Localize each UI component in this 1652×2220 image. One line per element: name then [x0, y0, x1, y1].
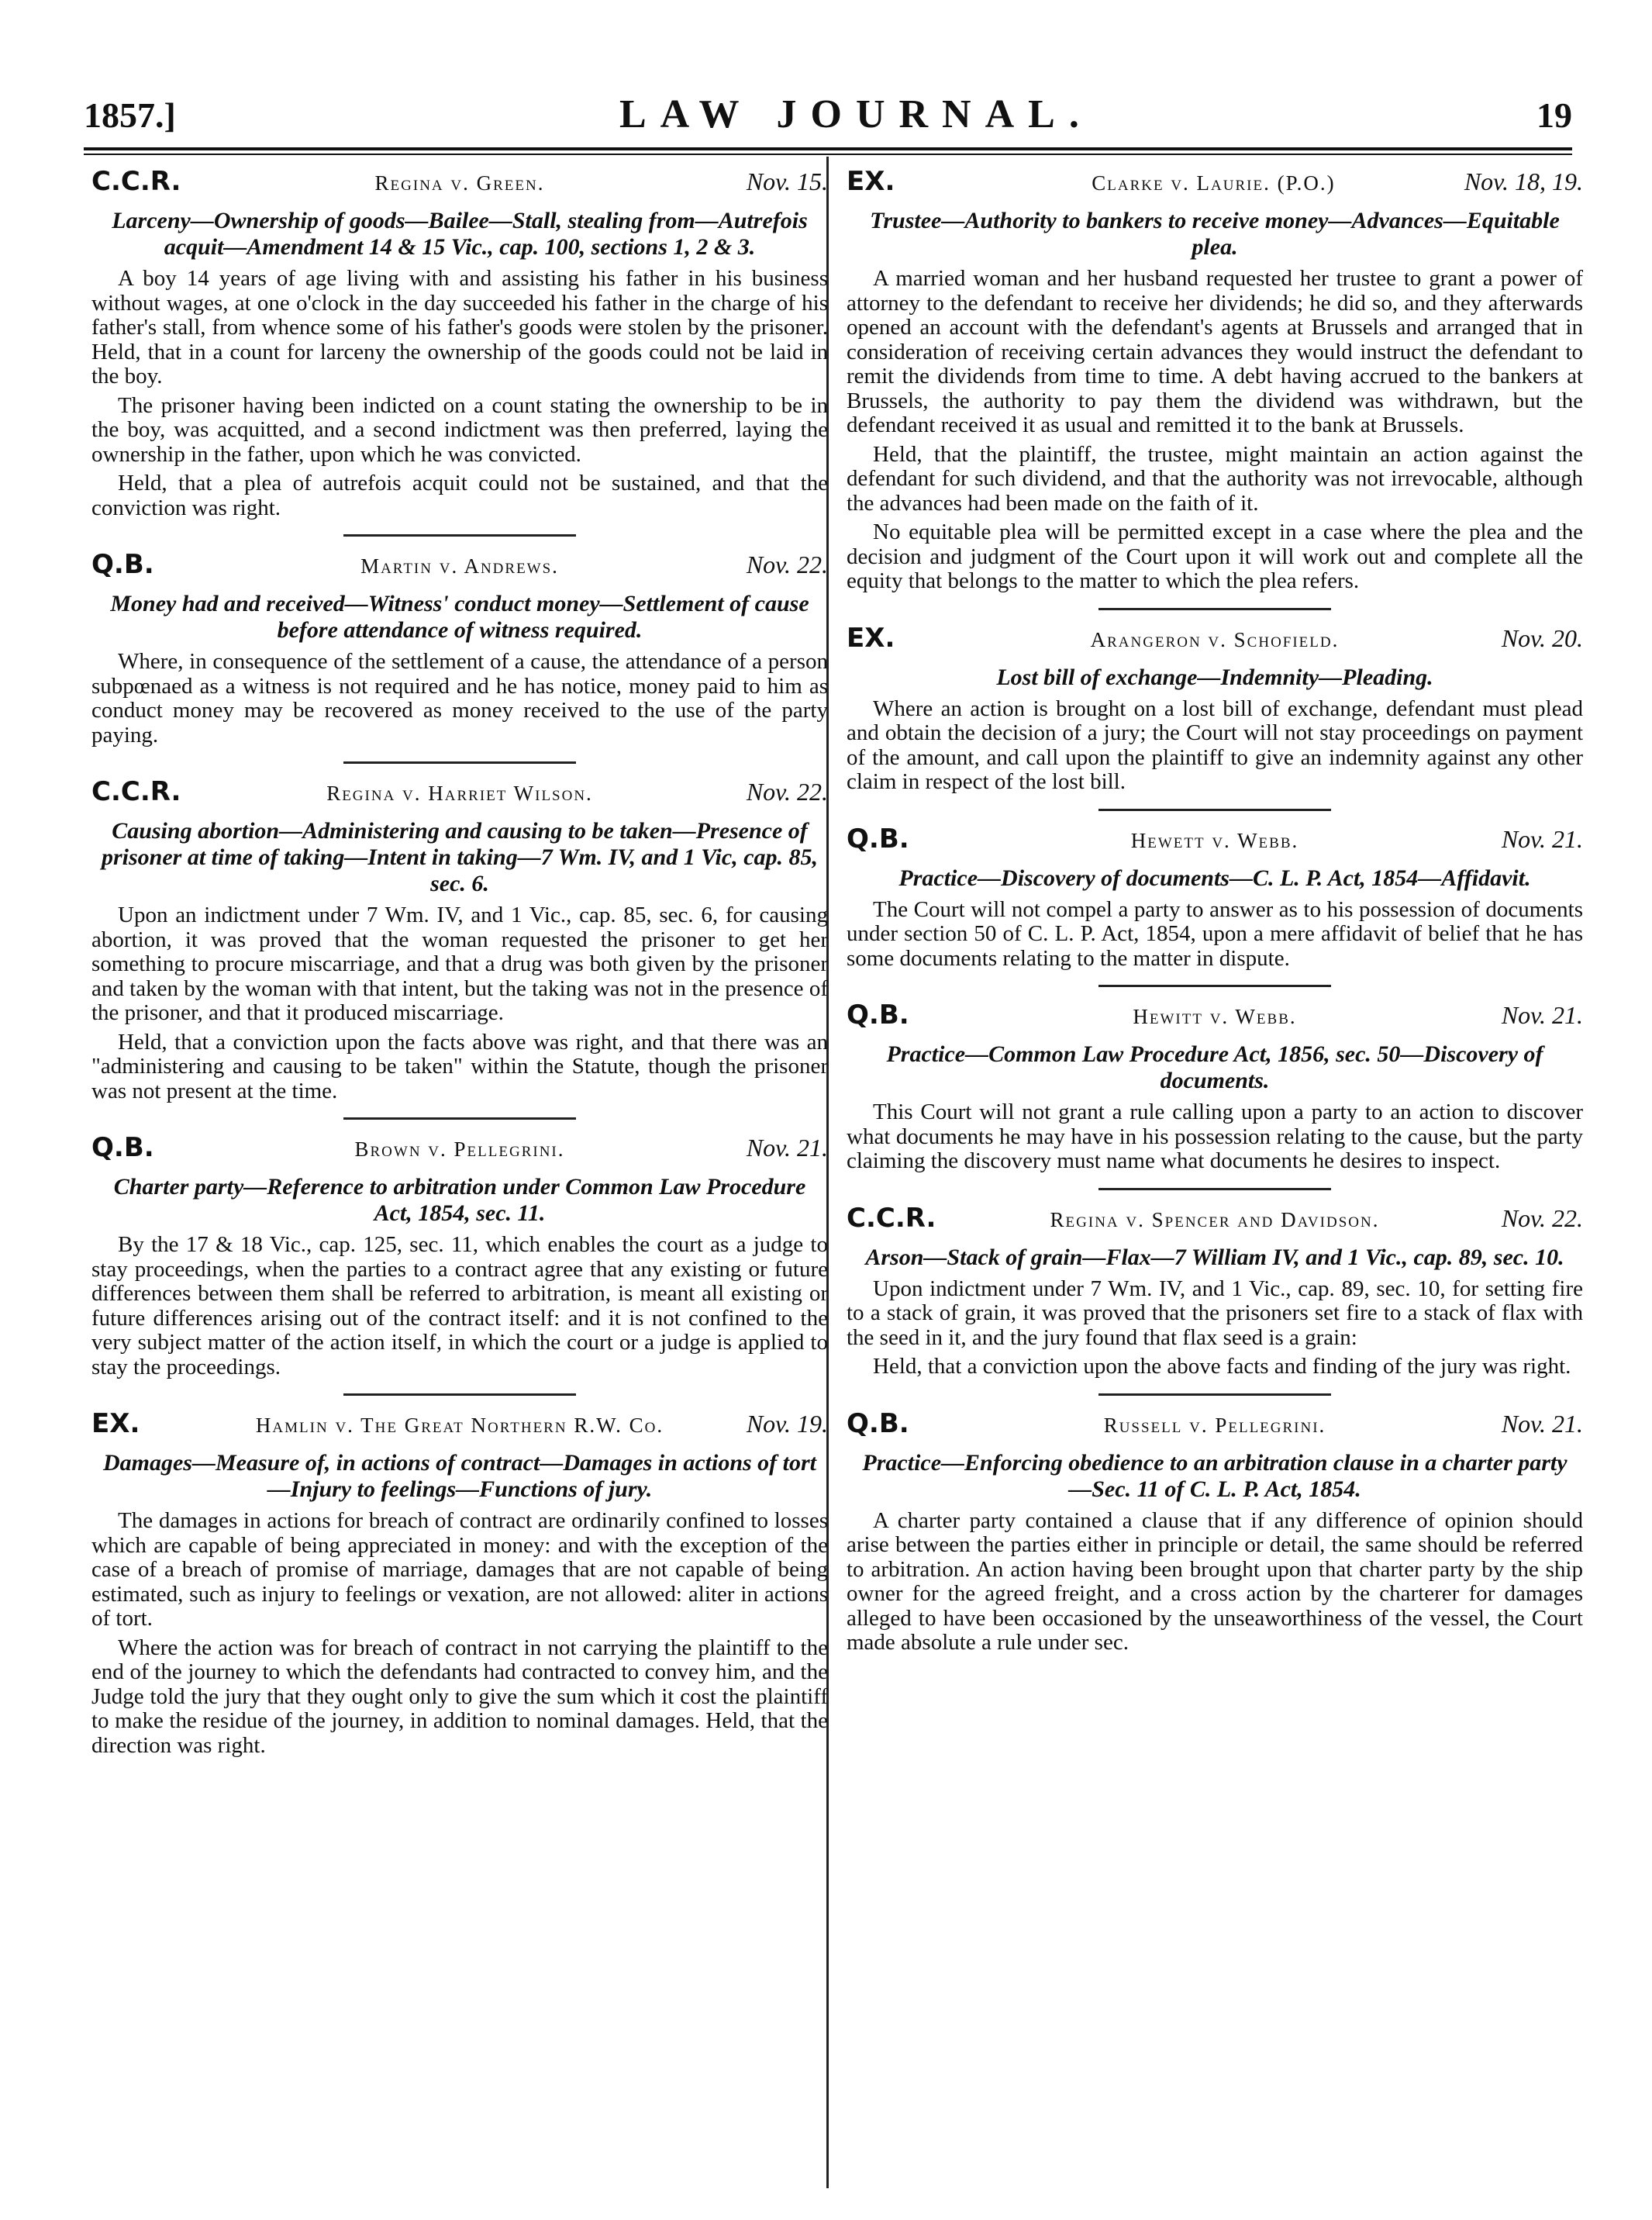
case-report	[847, 623, 1583, 795]
case-divider	[343, 1117, 576, 1120]
case-date: Nov. 15.	[746, 167, 828, 195]
case-divider	[1098, 809, 1331, 811]
case-headnote: Money had and received—Witness' conduct money—Settlement of cause before attendance of witness required.	[110, 591, 809, 643]
case-headnote: Damages—Measure of, in actions of contract—Damages in actions of tort—Injury to feelings—Functions of jury.	[102, 1450, 817, 1502]
case-parties: Brown v. Pellegrini.	[354, 1138, 565, 1161]
header-rule-thin	[84, 154, 1572, 155]
case-divider	[343, 1393, 576, 1396]
case-date: Nov. 20.	[1501, 623, 1583, 652]
case-body	[847, 1509, 1583, 1656]
case-body	[847, 267, 1583, 594]
case-paragraph: The damages in actions for breach of contract are ordinarily confined to losses which are capable of being appreciated in money: and with the exception of the case of a breach of promise of marriage, damages that are not capable of being estimated, such as injury to feelings or vexation, are not allowed: aliter in actions of tort.	[91, 1508, 828, 1631]
case-heading	[847, 166, 1583, 206]
case-headnote: Arson—Stack of grain—Flax—7 William IV, and 1 Vic., cap. 89, sec. 10.	[865, 1244, 1564, 1270]
case-heading	[847, 823, 1583, 864]
case-headnote: Practice—Enforcing obedience to an arbitration clause in a charter party—Sec. 11 of C. L. P. Act, 1854.	[862, 1449, 1568, 1502]
case-divider	[343, 761, 576, 764]
case-body	[847, 898, 1583, 972]
case-body	[91, 1509, 828, 1758]
right-column	[847, 160, 1583, 1660]
court-abbreviation: Q.B.	[847, 1000, 909, 1031]
case-paragraph: Upon an indictment under 7 Wm. IV, and 1 Vic., cap. 85, sec. 6, for causing abortion, it was proved that the woman requested the prisoner to get her something to procure miscarriage, and that a drug was both given by the prisoner and taken by the woman with that intent, but the taking was not in the presence of the prisoner, and that it produced miscarriage.	[91, 903, 828, 1025]
case-heading	[847, 1203, 1583, 1243]
case-parties: Regina v. Spencer and Davidson.	[1050, 1207, 1380, 1231]
case-date: Nov. 18, 19.	[1464, 167, 1583, 195]
case-body	[91, 650, 828, 747]
case-parties: Russell v. Pellegrini.	[1103, 1413, 1326, 1437]
case-paragraph: The prisoner having been indicted on a count stating the ownership to be in the boy, was acquitted, and a second indictment was then preferred, laying the ownership in the father, upon which he was convicted.	[91, 392, 828, 467]
case-divider	[1098, 1188, 1331, 1190]
case-report	[91, 1408, 828, 1758]
case-report	[91, 166, 828, 520]
case-parties: Hewitt v. Webb.	[1133, 1005, 1297, 1028]
case-body	[91, 1233, 828, 1379]
case-divider	[343, 534, 576, 537]
court-abbreviation: EX.	[847, 166, 895, 197]
court-abbreviation: Q.B.	[847, 1407, 909, 1439]
case-paragraph: Held, that the plaintiff, the trustee, might maintain an action against the defendant for such dividend, and that the authority was not irrevocable, although the advances had been made on the faith of it.	[847, 441, 1583, 516]
case-paragraph: A married woman and her husband requested her trustee to grant a power of attorney to the defendant to receive her dividends; he did so, and they afterwards opened an account with the defendant's agents at Brussels and arranged that in consideration of receiving certain advances they would instruct the defendant to remit the dividends from time to time. A debt having accrued to the bankers at Brussels, the authority to pay them the dividend was withdrawn, but the defendant received it as usual and remitted it to the bank at Brussels.	[847, 266, 1583, 437]
court-abbreviation: EX.	[847, 622, 895, 654]
case-heading	[91, 166, 828, 206]
court-abbreviation: Q.B.	[91, 549, 154, 580]
case-headnote: Causing abortion—Administering and causing to be taken—Presence of prisoner at time of taking—Intent in taking—7 Wm. IV, and 1 Vic, cap. 85, sec. 6.	[101, 818, 819, 896]
case-heading	[91, 1132, 828, 1172]
case-heading	[91, 1408, 828, 1448]
court-abbreviation: Q.B.	[91, 1132, 154, 1163]
case-body	[847, 697, 1583, 795]
case-paragraph: Upon indictment under 7 Wm. IV, and 1 Vic., cap. 89, sec. 10, for setting fire to a stack of grain, it was proved that the prisoners set fire to a stack of flax with the seed in it, and the jury found that flax seed is a grain:	[847, 1276, 1583, 1350]
case-paragraph: Where, in consequence of the settlement of a cause, the attendance of a person subpœnaed as a witness is not required and he has notice, money paid to him as conduct money may be recovered as money received to the use of the party paying.	[91, 649, 828, 747]
case-date: Nov. 21.	[746, 1134, 828, 1162]
case-headnote: Practice—Common Law Procedure Act, 1856, sec. 50—Discovery of documents.	[886, 1041, 1543, 1093]
case-date: Nov. 22.	[746, 551, 828, 578]
case-paragraph: A boy 14 years of age living with and assisting his father in his business without wages, at one o'clock in the day succeeded his father in the charge of his father's stall, from whence some of his father's goods were stolen by the prisoner. Held, that in a count for larceny the ownership of the goods could not be laid in the boy.	[91, 266, 828, 388]
case-heading	[91, 776, 828, 817]
header-year: 1857.]	[84, 95, 176, 135]
page-header	[84, 91, 1572, 138]
case-report	[91, 776, 828, 1103]
case-parties: Martin v. Andrews.	[360, 554, 559, 578]
case-body	[91, 903, 828, 1103]
case-report	[847, 1203, 1583, 1379]
case-parties: Clarke v. Laurie. (P.O.)	[1092, 171, 1336, 195]
case-report	[847, 166, 1583, 594]
case-paragraph: Held, that a plea of autrefois acquit could not be sustained, and that the conviction was right.	[91, 471, 828, 520]
case-headnote: Practice—Discovery of documents—C. L. P. Act, 1854—Affidavit.	[898, 865, 1531, 891]
case-paragraph: Held, that a conviction upon the facts above was right, and that there was an "administering and causing to be taken" within the Statute, though the prisoner was not present at the time.	[91, 1029, 828, 1103]
case-report	[847, 1408, 1583, 1656]
case-parties: Hewett v. Webb.	[1130, 828, 1299, 852]
case-report	[91, 1132, 828, 1379]
case-paragraph: Held, that a conviction upon the above facts and finding of the jury was right.	[873, 1354, 1571, 1379]
case-paragraph: Where an action is brought on a lost bill of exchange, defendant must plead and obtain the decision of a jury; the Court will not stay proceedings on payment of the amount, and call upon the plaintiff to give an indemnity against any other claim in respect of the lost bill.	[847, 696, 1583, 794]
header-rule	[84, 147, 1572, 150]
case-date: Nov. 21.	[1501, 1409, 1583, 1438]
court-abbreviation: Q.B.	[847, 823, 909, 855]
case-date: Nov. 19.	[746, 1410, 828, 1438]
case-headnote: Charter party—Reference to arbitration under Common Law Procedure Act, 1854, sec. 11.	[113, 1174, 806, 1226]
case-body	[91, 267, 828, 520]
page-number: 19	[1536, 95, 1572, 135]
case-date: Nov. 21.	[1501, 824, 1583, 853]
case-divider	[1098, 608, 1331, 610]
case-heading	[847, 1408, 1583, 1448]
case-paragraph: Where the action was for breach of contract in not carrying the plaintiff to the end of the journey to which the defendants had contracted to convey him, and the Judge told the jury that they ought only to give the sum which it cost the plaintiff to make the residue of the journey, in addition to nominal damages. Held, that the direction was right.	[91, 1635, 828, 1758]
case-paragraph: This Court will not grant a rule calling upon a party to an action to discover what documents he may have in his possession relating to the cause, but the party claiming the discovery must name what documents he desires to inspect.	[847, 1100, 1583, 1173]
case-divider	[1098, 1393, 1331, 1396]
case-parties: Regina v. Green.	[374, 171, 545, 195]
journal-title: LAW JOURNAL.	[619, 92, 1093, 136]
case-heading	[847, 623, 1583, 663]
case-date: Nov. 22.	[746, 778, 828, 806]
case-divider	[1098, 985, 1331, 987]
case-paragraph: A charter party contained a clause that if any difference of opinion should arise between the parties either in principle or detail, the same should be referred to arbitration. An action having been brought upon that charter party by the ship owner for the agreed freight, and a cross action by the charterer for damages alleged to have been occasioned by the unseaworthiness of the vessel, the Court made absolute a rule under sec.	[847, 1507, 1583, 1655]
case-body	[847, 1100, 1583, 1174]
case-body	[847, 1277, 1583, 1379]
case-paragraph: No equitable plea will be permitted except in a case where the plea and the decision and judgment of the Court upon it will work out and complete all the equity that belongs to the matter to which the plea refers.	[847, 520, 1583, 593]
court-abbreviation: C.C.R.	[91, 776, 181, 807]
case-headnote: Lost bill of exchange—Indemnity—Pleading.	[996, 664, 1433, 690]
court-abbreviation: C.C.R.	[847, 1202, 936, 1234]
case-report	[91, 549, 828, 747]
court-abbreviation: C.C.R.	[91, 166, 181, 197]
case-paragraph: The Court will not compel a party to answer as to his possession of documents under section 50 of C. L. P. Act, 1854, upon a mere affidavit of belief that he has some documents relating to the matter in dispute.	[847, 896, 1583, 971]
case-parties: Regina v. Harriet Wilson.	[326, 782, 593, 805]
case-date: Nov. 21.	[1501, 1001, 1583, 1029]
case-report	[847, 1000, 1583, 1174]
left-column	[91, 160, 828, 1763]
case-headnote: Larceny—Ownership of goods—Bailee—Stall, stealing from—Autrefois acquit—Amendment 14 & 15 Vic., cap. 100, sections 1, 2 & 3.	[112, 208, 808, 260]
case-date: Nov. 22.	[1501, 1203, 1583, 1232]
case-report	[847, 823, 1583, 972]
case-paragraph: By the 17 & 18 Vic., cap. 125, sec. 11, which enables the court as a judge to stay proceedings, when the parties to a contract agree that any existing or future differences between them shall be referred to arbitration, is meant all existing or future differences arising out of the contract itself: and it is not confined to the very subject matter of the action itself, in which the court or a judge is applied to stay the proceedings.	[91, 1232, 828, 1379]
case-parties: Arangeron v. Schofield.	[1090, 627, 1340, 651]
case-heading	[847, 1000, 1583, 1040]
court-abbreviation: EX.	[91, 1408, 140, 1439]
case-parties: Hamlin v. The Great Northern R.W. Co.	[255, 1414, 664, 1437]
case-heading	[91, 549, 828, 589]
case-headnote: Trustee—Authority to bankers to receive money—Advances—Equitable plea.	[870, 208, 1560, 260]
